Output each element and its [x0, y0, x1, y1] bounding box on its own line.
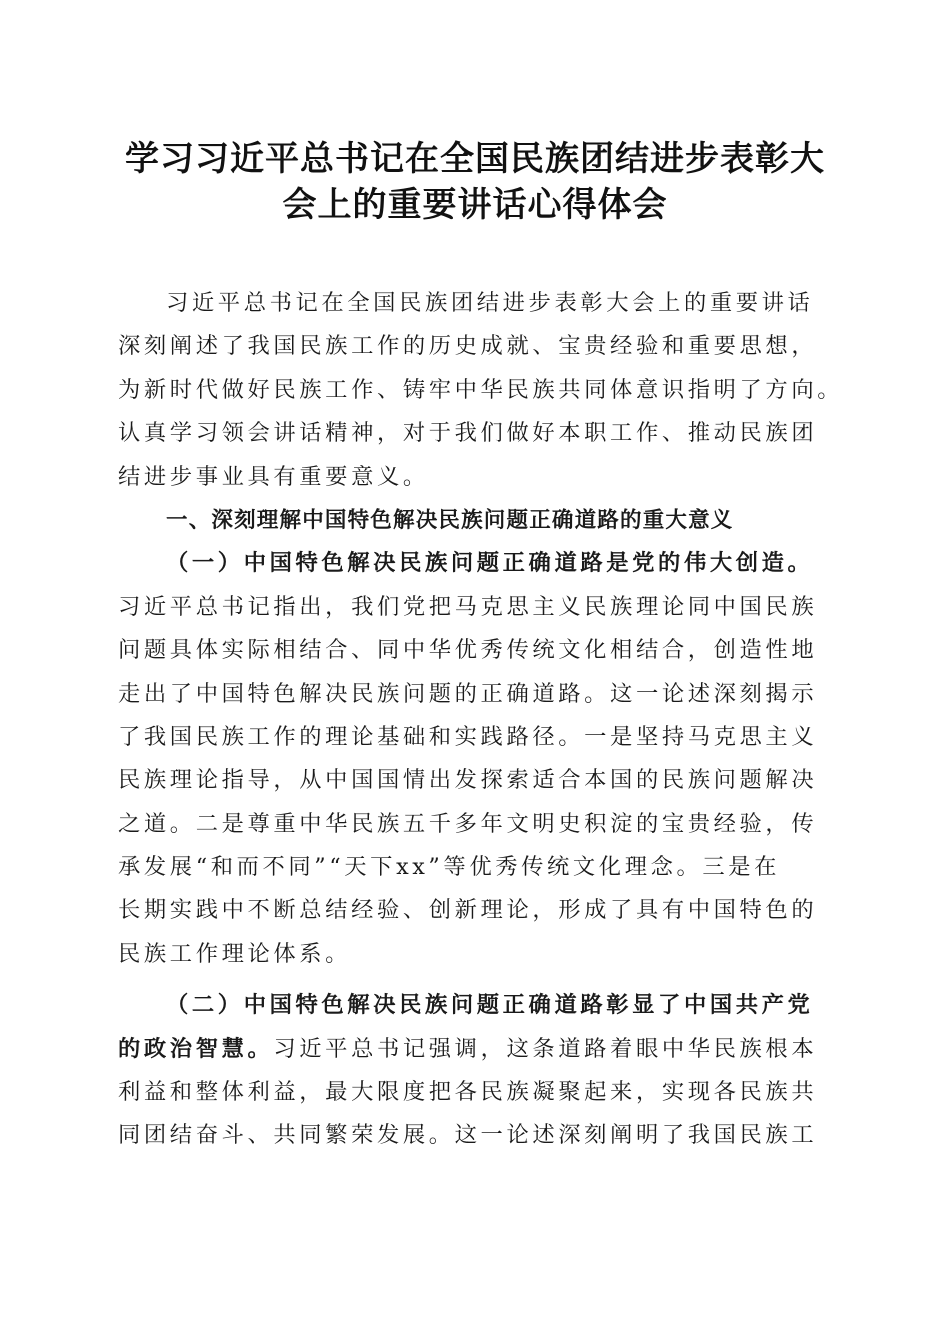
subsection-heading-cont: 的政治智慧。: [118, 1035, 274, 1062]
intro-line: 认真学习领会讲话精神，对于我们做好本职工作、推动民族团: [118, 420, 818, 447]
document-title: [100, 136, 850, 228]
subsection-heading: （一）中国特色解决民族问题正确道路是党的伟大创造。: [166, 550, 814, 577]
paragraph-line: 了我国民族工作的理论基础和实践路径。一是坚持马克思主义: [118, 723, 818, 750]
paragraph-line: 承发展“和而不同”“天下xx”等优秀传统文化理念。三是在: [118, 854, 781, 881]
paragraph-line: 长期实践中不断总结经验、创新理论，形成了具有中国特色的: [118, 897, 818, 924]
paragraph-line: [118, 1028, 838, 1071]
paragraph-line: 问题具体实际相结合、同中华优秀传统文化相结合，创造性地: [118, 637, 818, 664]
paragraph-line: 同团结奋斗、共同繁荣发展。这一论述深刻阐明了我国民族工: [118, 1122, 818, 1149]
intro-line: 结进步事业具有重要意义。: [118, 463, 429, 490]
intro-line: 习近平总书记在全国民族团结进步表彰大会上的重要讲话: [166, 290, 814, 316]
paragraph-line: 走出了中国特色解决民族问题的正确道路。这一论述深刻揭示: [118, 680, 818, 707]
section-heading: 一、深刻理解中国特色解决民族问题正确道路的重大意义: [166, 507, 734, 533]
paragraph-line: 民族理论指导，从中国国情出发探索适合本国的民族问题解决: [118, 767, 818, 794]
paragraph-line: 习近平总书记指出，我们党把马克思主义民族理论同中国民族: [118, 593, 818, 620]
paragraph-line: 民族工作理论体系。: [118, 940, 352, 967]
document-body: [118, 282, 844, 1158]
title-line-1: 学习习近平总书记在全国民族团结进步表彰大: [125, 139, 825, 179]
paragraph-text: 习近平总书记强调，这条道路着眼中华民族根本: [273, 1035, 818, 1062]
intro-line: 深刻阐述了我国民族工作的历史成就、宝贵经验和重要思想，: [118, 333, 818, 360]
paragraph-line: 之道。二是尊重中华民族五千多年文明史积淀的宝贵经验，传: [118, 810, 818, 837]
title-line-2: 会上的重要讲话心得体会: [282, 185, 668, 225]
intro-line: 为新时代做好民族工作、铸牢中华民族共同体意识指明了方向。: [118, 376, 844, 403]
paragraph-line: 利益和整体利益，最大限度把各民族凝聚起来，实现各民族共: [118, 1079, 818, 1106]
subsection-heading: （二）中国特色解决民族问题正确道路彰显了中国共产党: [166, 992, 814, 1019]
